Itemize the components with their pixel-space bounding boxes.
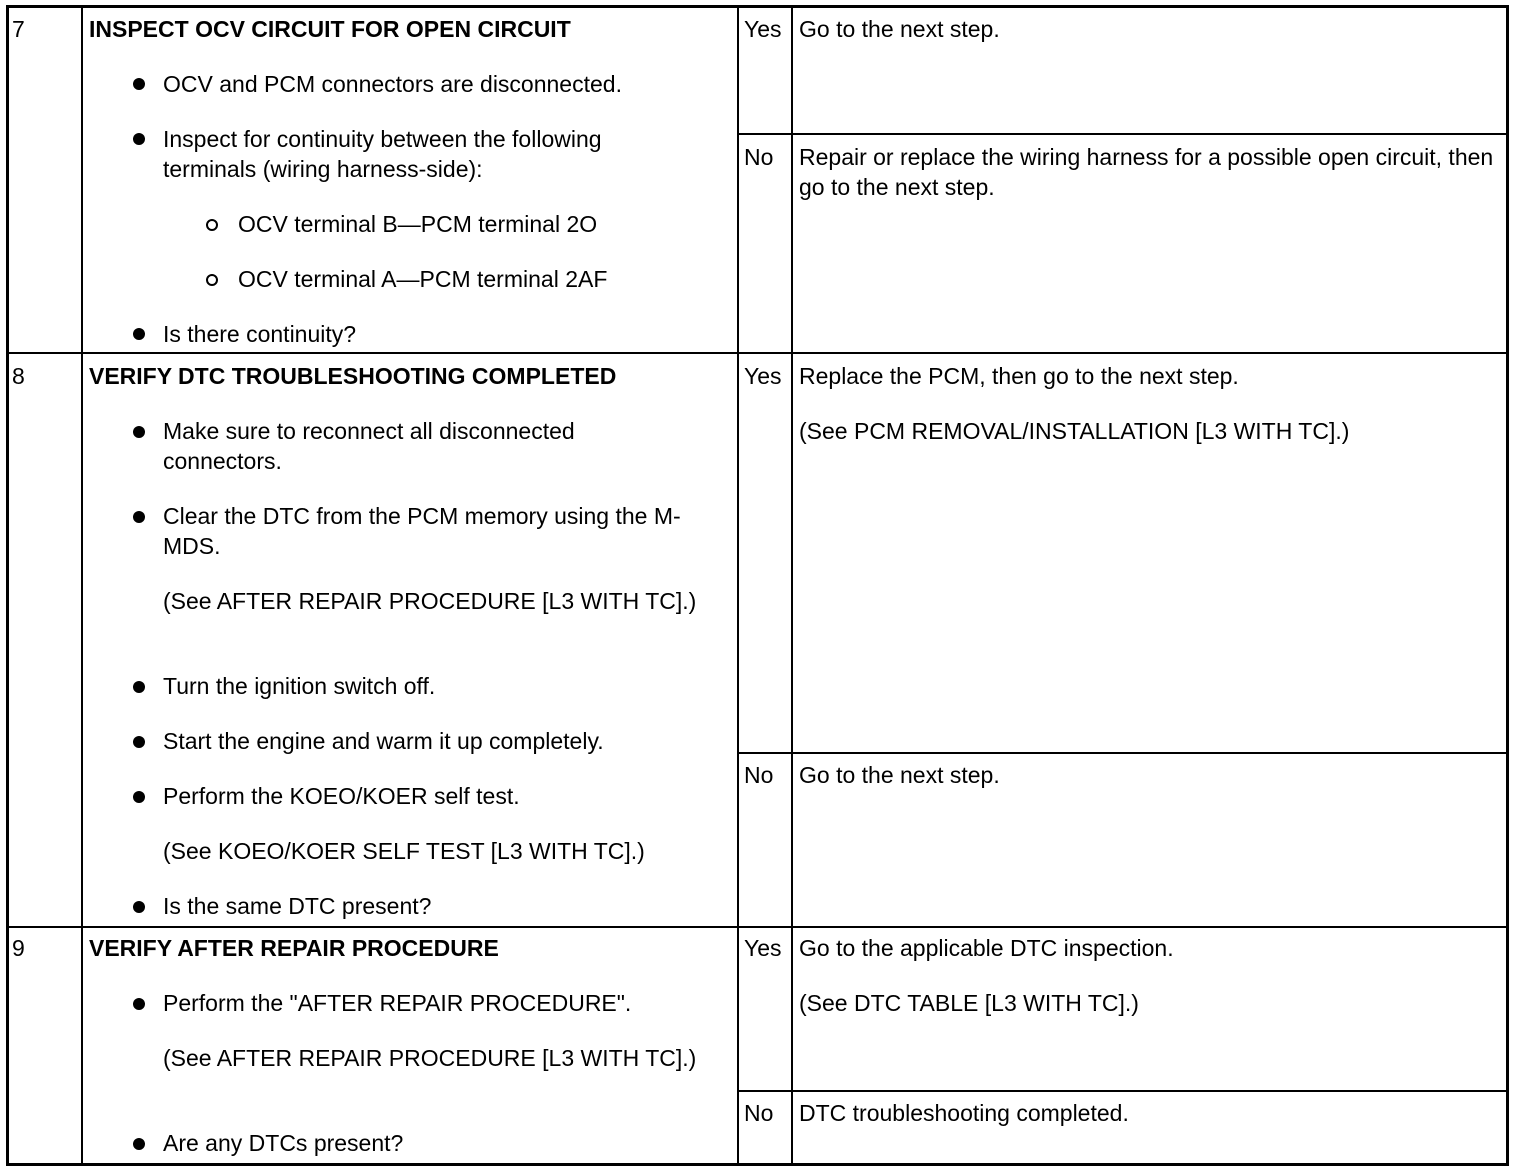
no-label: No [744, 762, 774, 788]
no-action: Repair or replace the wiring harness for a possible open circuit, then go to the next step. [799, 144, 1494, 200]
bullet-icon [133, 78, 145, 90]
yes-label: Yes [744, 363, 782, 389]
yes-reference: (See PCM REMOVAL/INSTALLATION [L3 WITH TC].) [799, 418, 1350, 444]
no-label: No [744, 1100, 774, 1126]
step-item: Is there continuity? [163, 321, 357, 347]
step-title: VERIFY AFTER REPAIR PROCEDURE [89, 935, 499, 961]
step-reference: (See AFTER REPAIR PROCEDURE [L3 WITH TC].) [163, 1045, 697, 1071]
yes-no-divider [737, 1090, 1509, 1092]
step-item: Inspect for continuity between the following terminals (wiring harness-side): [163, 126, 602, 182]
bullet-icon [133, 901, 145, 913]
step-item: Perform the "AFTER REPAIR PROCEDURE". [163, 990, 632, 1016]
yes-action: Go to the next step. [799, 16, 1000, 42]
step-item: Are any DTCs present? [163, 1130, 404, 1156]
step-number: 7 [12, 16, 25, 42]
no-action: Go to the next step. [799, 762, 1000, 788]
row-divider [6, 926, 1509, 928]
column-divider [737, 5, 739, 1166]
step-item: Clear the DTC from the PCM memory using the M-MDS. [163, 503, 681, 559]
bullet-icon [133, 1138, 145, 1150]
step-item: Start the engine and warm it up completely. [163, 728, 604, 754]
no-action: DTC troubleshooting completed. [799, 1100, 1129, 1126]
yes-action: Replace the PCM, then go to the next step. [799, 363, 1239, 389]
bullet-icon [133, 681, 145, 693]
circle-bullet-icon [206, 274, 218, 286]
step-subitem: OCV terminal A—PCM terminal 2AF [238, 266, 608, 292]
bullet-icon [133, 736, 145, 748]
step-item: Turn the ignition switch off. [163, 673, 436, 699]
no-label: No [744, 144, 774, 170]
column-divider [81, 5, 83, 1166]
yes-label: Yes [744, 16, 782, 42]
step-reference: (See AFTER REPAIR PROCEDURE [L3 WITH TC].) [163, 588, 697, 614]
step-number: 8 [12, 363, 25, 389]
yes-no-divider [737, 752, 1509, 754]
yes-reference: (See DTC TABLE [L3 WITH TC].) [799, 990, 1139, 1016]
step-title: INSPECT OCV CIRCUIT FOR OPEN CIRCUIT [89, 16, 571, 42]
bullet-icon [133, 328, 145, 340]
step-subitem: OCV terminal B—PCM terminal 2O [238, 211, 598, 237]
step-item: Perform the KOEO/KOER self test. [163, 783, 520, 809]
step-reference: (See KOEO/KOER SELF TEST [L3 WITH TC].) [163, 838, 645, 864]
step-title: VERIFY DTC TROUBLESHOOTING COMPLETED [89, 363, 617, 389]
yes-no-divider [737, 133, 1509, 135]
bullet-icon [133, 426, 145, 438]
step-item: OCV and PCM connectors are disconnected. [163, 71, 622, 97]
row-divider [6, 352, 1509, 354]
yes-action: Go to the applicable DTC inspection. [799, 935, 1174, 961]
bullet-icon [133, 133, 145, 145]
bullet-icon [133, 511, 145, 523]
step-item: Is the same DTC present? [163, 893, 432, 919]
column-divider [791, 5, 793, 1166]
step-number: 9 [12, 935, 25, 961]
bullet-icon [133, 791, 145, 803]
bullet-icon [133, 998, 145, 1010]
circle-bullet-icon [206, 219, 218, 231]
step-item: Make sure to reconnect all disconnected connectors. [163, 418, 575, 474]
yes-label: Yes [744, 935, 782, 961]
